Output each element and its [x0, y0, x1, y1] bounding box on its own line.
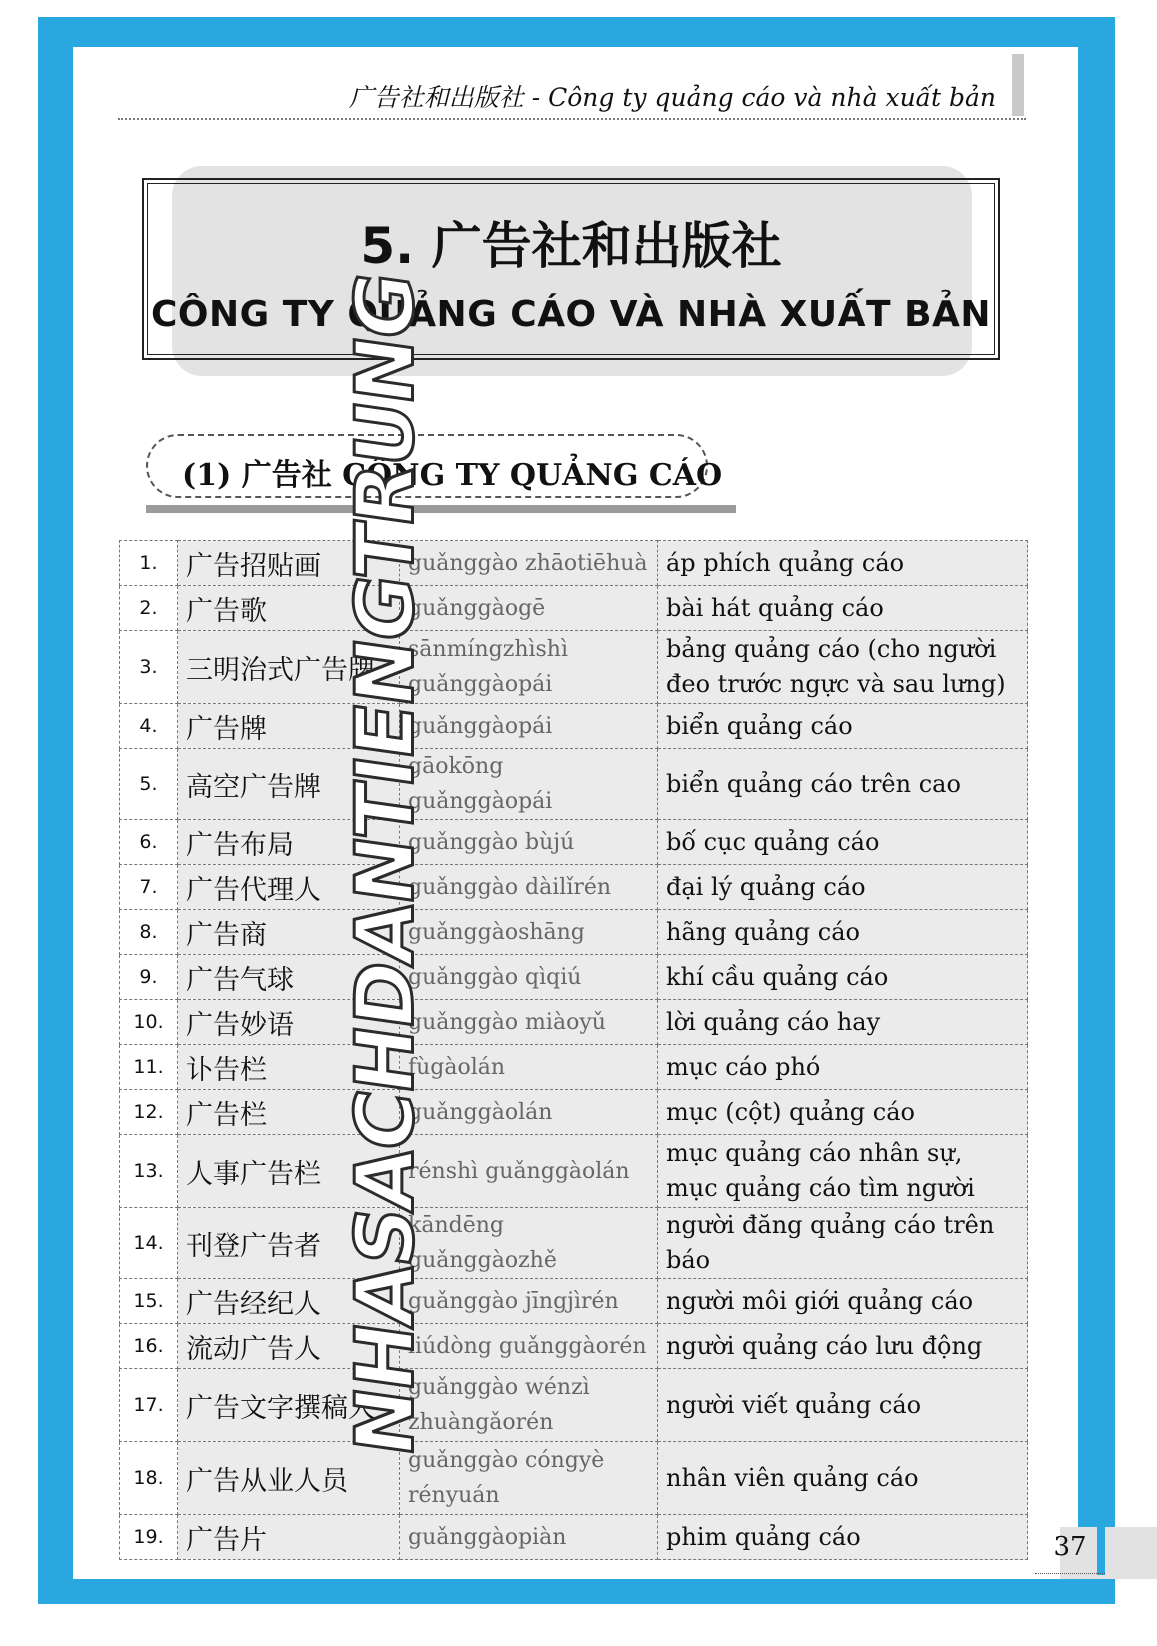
- vocab-number: 9.: [120, 955, 178, 1000]
- vocab-chinese: 广告牌: [178, 704, 400, 749]
- table-row: [120, 749, 1028, 820]
- vocab-vietnamese: bài hát quảng cáo: [658, 586, 1028, 631]
- table-row: [120, 865, 1028, 910]
- vocab-pinyin: guǎnggàopái: [400, 704, 658, 749]
- vocab-number: 11.: [120, 1045, 178, 1090]
- page-number: 37: [1053, 1532, 1087, 1562]
- page-number-rule: [1035, 1573, 1105, 1574]
- vocab-chinese: 广告商: [178, 910, 400, 955]
- vocab-pinyin: sānmíngzhìshì guǎnggàopái: [400, 631, 658, 704]
- table-row: [120, 541, 1028, 586]
- vocab-pinyin: liúdòng guǎnggàorén: [400, 1324, 658, 1369]
- vocab-pinyin: guǎnggàogē: [400, 586, 658, 631]
- vocab-table: [119, 540, 1028, 1560]
- vocab-chinese: 讣告栏: [178, 1045, 400, 1090]
- vocab-vietnamese: người quảng cáo lưu động: [658, 1324, 1028, 1369]
- vocab-number: 13.: [120, 1135, 178, 1208]
- vocab-number: 14.: [120, 1208, 178, 1279]
- vocab-number: 15.: [120, 1279, 178, 1324]
- vocab-vietnamese: lời quảng cáo hay: [658, 1000, 1028, 1045]
- vocab-number: 10.: [120, 1000, 178, 1045]
- table-row: [120, 820, 1028, 865]
- vocab-vietnamese: phim quảng cáo: [658, 1515, 1028, 1560]
- vocab-chinese: 广告栏: [178, 1090, 400, 1135]
- vocab-pinyin: guǎnggào dàilǐrén: [400, 865, 658, 910]
- vocab-pinyin: guǎnggào zhāotiēhuà: [400, 541, 658, 586]
- vocab-vietnamese: người môi giới quảng cáo: [658, 1279, 1028, 1324]
- section-underline: [146, 505, 736, 513]
- vocab-number: 16.: [120, 1324, 178, 1369]
- vocab-number: 7.: [120, 865, 178, 910]
- table-row: [120, 910, 1028, 955]
- table-row: [120, 1090, 1028, 1135]
- vocab-vietnamese: khí cầu quảng cáo: [658, 955, 1028, 1000]
- vocab-vietnamese: đại lý quảng cáo: [658, 865, 1028, 910]
- vocab-pinyin: gāokōng guǎnggàopái: [400, 749, 658, 820]
- vocab-chinese: 三明治式广告牌: [178, 631, 400, 704]
- vocab-chinese: 人事广告栏: [178, 1135, 400, 1208]
- vocab-vietnamese: nhân viên quảng cáo: [658, 1442, 1028, 1515]
- vocab-number: 18.: [120, 1442, 178, 1515]
- table-row: [120, 586, 1028, 631]
- vocab-pinyin: fùgàolán: [400, 1045, 658, 1090]
- table-row: [120, 704, 1028, 749]
- vocab-number: 8.: [120, 910, 178, 955]
- vocab-vietnamese: mục (cột) quảng cáo: [658, 1090, 1028, 1135]
- vocab-pinyin: guǎnggào miàoyǔ: [400, 1000, 658, 1045]
- vocab-pinyin: kāndēng guǎnggàozhě: [400, 1208, 658, 1279]
- vocab-vietnamese: người viết quảng cáo: [658, 1369, 1028, 1442]
- vocab-vietnamese: biển quảng cáo: [658, 704, 1028, 749]
- vocab-chinese: 广告布局: [178, 820, 400, 865]
- vocab-number: 5.: [120, 749, 178, 820]
- vocab-vietnamese: bảng quảng cáo (cho người đeo trước ngực và sau lưng): [658, 631, 1028, 704]
- vocab-chinese: 广告片: [178, 1515, 400, 1560]
- vocab-number: 3.: [120, 631, 178, 704]
- vocab-pinyin: guǎnggào bùjú: [400, 820, 658, 865]
- vocab-vietnamese: mục quảng cáo nhân sự, mục quảng cáo tìm người: [658, 1135, 1028, 1208]
- vocab-number: 1.: [120, 541, 178, 586]
- vocab-chinese: 广告妙语: [178, 1000, 400, 1045]
- vocab-number: 4.: [120, 704, 178, 749]
- table-row: [120, 1369, 1028, 1442]
- table-row: [120, 1135, 1028, 1208]
- vocab-chinese: 广告经纪人: [178, 1279, 400, 1324]
- vocab-vietnamese: biển quảng cáo trên cao: [658, 749, 1028, 820]
- vocab-pinyin: guǎnggào cóngyè rényuán: [400, 1442, 658, 1515]
- vocab-chinese: 广告招贴画: [178, 541, 400, 586]
- running-header-text: 广告社和出版社 - Công ty quảng cáo và nhà xuất bản: [348, 83, 996, 112]
- vocab-chinese: 流动广告人: [178, 1324, 400, 1369]
- vocab-number: 6.: [120, 820, 178, 865]
- vocab-pinyin: guǎnggàolán: [400, 1090, 658, 1135]
- vocab-vietnamese: bố cục quảng cáo: [658, 820, 1028, 865]
- title-box: [142, 178, 1000, 360]
- vocab-chinese: 广告气球: [178, 955, 400, 1000]
- table-row: [120, 631, 1028, 704]
- vocab-number: 2.: [120, 586, 178, 631]
- vocab-pinyin: guǎnggàoshāng: [400, 910, 658, 955]
- vocab-chinese: 高空广告牌: [178, 749, 400, 820]
- section-heading: (1) 广告社 CÔNG TY QUẢNG CÁO: [182, 458, 723, 493]
- vocab-vietnamese: áp phích quảng cáo: [658, 541, 1028, 586]
- table-row: [120, 1324, 1028, 1369]
- vocab-vietnamese: người đăng quảng cáo trên báo: [658, 1208, 1028, 1279]
- table-row: [120, 1515, 1028, 1560]
- table-row: [120, 1045, 1028, 1090]
- title-vietnamese: CÔNG TY QUẢNG CÁO VÀ NHÀ XUẤT BẢN: [150, 294, 992, 335]
- title-chinese: 5. 广告社和出版社: [360, 217, 782, 275]
- table-row: [120, 955, 1028, 1000]
- watermark: NHASACHDANTIENGTRUNG: [338, 268, 432, 1462]
- vocab-chinese: 广告歌: [178, 586, 400, 631]
- vocab-number: 17.: [120, 1369, 178, 1442]
- vocab-chinese: 刊登广告者: [178, 1208, 400, 1279]
- vocab-pinyin: rénshì guǎnggàolán: [400, 1135, 658, 1208]
- vocab-number: 19.: [120, 1515, 178, 1560]
- vocab-number: 12.: [120, 1090, 178, 1135]
- table-row: [120, 1208, 1028, 1279]
- vocab-table-body: [120, 541, 1028, 1560]
- running-header: [118, 72, 1026, 120]
- table-row: [120, 1000, 1028, 1045]
- vocab-pinyin: guǎnggàopiàn: [400, 1515, 658, 1560]
- vocab-pinyin: guǎnggào qìqiú: [400, 955, 658, 1000]
- vocab-pinyin: guǎnggào wénzì zhuàngǎorén: [400, 1369, 658, 1442]
- table-row: [120, 1442, 1028, 1515]
- vocab-chinese: 广告从业人员: [178, 1442, 400, 1515]
- vocab-vietnamese: hãng quảng cáo: [658, 910, 1028, 955]
- table-row: [120, 1279, 1028, 1324]
- vocab-chinese: 广告代理人: [178, 865, 400, 910]
- vocab-pinyin: guǎnggào jīngjìrén: [400, 1279, 658, 1324]
- vocab-vietnamese: mục cáo phó: [658, 1045, 1028, 1090]
- vocab-chinese: 广告文字撰稿人: [178, 1369, 400, 1442]
